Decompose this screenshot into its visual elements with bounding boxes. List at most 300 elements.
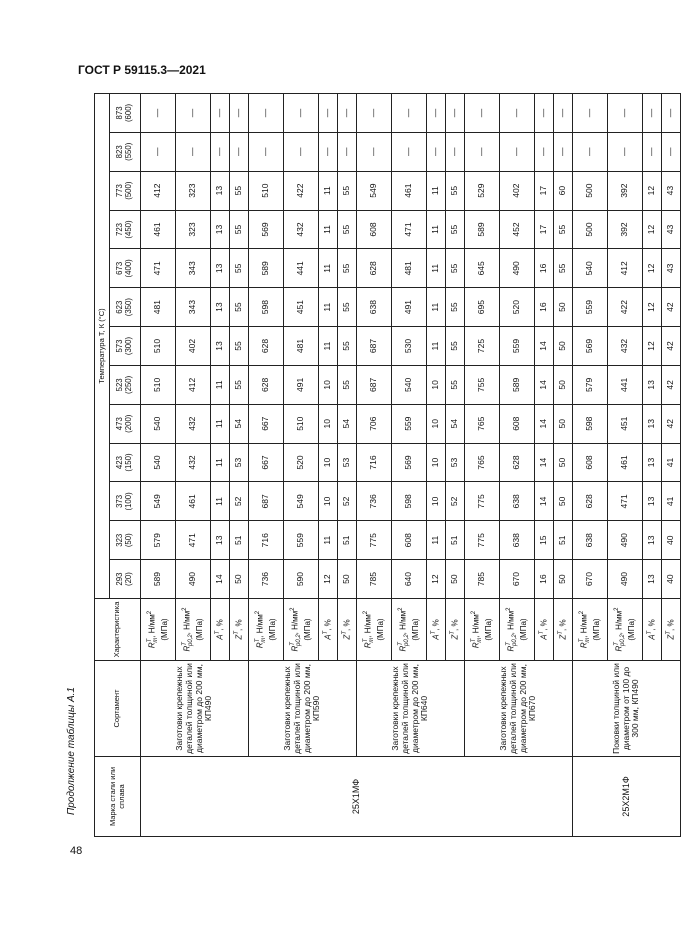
unit: , Н/мм	[471, 614, 481, 638]
value-cell: 17	[535, 210, 554, 249]
value-cell: 628	[573, 482, 608, 521]
characteristic-rp	[284, 599, 319, 661]
value-cell: 323	[176, 210, 211, 249]
value-cell: 343	[176, 249, 211, 288]
temperature-kelvin: 473	[115, 417, 125, 431]
value-cell: 14	[535, 327, 554, 366]
steel-grade-cell: 25Х1МФ	[141, 757, 573, 837]
value-cell: —	[465, 94, 500, 133]
value-cell: 55	[338, 210, 357, 249]
value-cell: —	[427, 132, 446, 171]
temperature-celsius: (500)	[124, 181, 133, 200]
value-cell: 51	[230, 521, 249, 560]
value-cell: 13	[211, 288, 230, 327]
assortment-cell: Заготовки крепежных деталей толщиной или диаметром до 200 мм, КП640	[357, 661, 465, 757]
value-cell: 491	[284, 365, 319, 404]
temperature-header	[110, 443, 141, 482]
value-cell: 13	[643, 443, 662, 482]
value-cell: 628	[357, 249, 392, 288]
value-cell: 402	[500, 171, 535, 210]
value-cell: 10	[427, 443, 446, 482]
value-cell: 13	[211, 249, 230, 288]
table-row	[249, 94, 284, 837]
temperature-header	[110, 132, 141, 171]
unit: , Н/мм	[290, 610, 300, 635]
symbol: R	[506, 645, 516, 652]
subscript: m	[153, 637, 160, 643]
unit-superscript: 2	[578, 610, 585, 615]
value-cell: —	[608, 132, 643, 171]
value-cell: 16	[535, 560, 554, 599]
value-cell: 422	[284, 171, 319, 210]
value-cell: 540	[573, 249, 608, 288]
value-cell: 50	[338, 560, 357, 599]
value-cell: —	[535, 132, 554, 171]
value-cell: 481	[141, 288, 176, 327]
value-cell: 43	[662, 249, 681, 288]
data-table-rotated	[94, 93, 676, 837]
value-cell: 667	[249, 404, 284, 443]
temperature-header	[110, 521, 141, 560]
value-cell: 11	[319, 249, 338, 288]
value-cell: 15	[535, 521, 554, 560]
unit: , Н/мм	[363, 614, 373, 638]
column-header-assortment: Сортамент	[95, 661, 141, 757]
unit: , %	[558, 619, 568, 631]
temperature-kelvin: 723	[115, 222, 125, 236]
value-cell: 432	[284, 210, 319, 249]
value-cell: —	[176, 94, 211, 133]
value-cell: —	[357, 132, 392, 171]
unit-mpa: (МПа)	[267, 618, 277, 641]
superscript: T	[254, 638, 261, 643]
value-cell: 667	[249, 443, 284, 482]
value-cell: 687	[357, 365, 392, 404]
value-cell: 716	[249, 521, 284, 560]
value-cell: 392	[608, 210, 643, 249]
temperature-kelvin: 523	[115, 378, 125, 392]
unit: , %	[431, 619, 441, 631]
standard-code: ГОСТ Р 59115.3—2021	[78, 63, 206, 77]
value-cell: —	[357, 94, 392, 133]
value-cell: 402	[176, 327, 211, 366]
unit-mpa: (МПа)	[591, 618, 601, 641]
value-cell: —	[465, 132, 500, 171]
unit: , Н/мм	[147, 614, 157, 638]
temperature-celsius: (550)	[124, 142, 133, 161]
symbol: R	[363, 642, 373, 649]
value-cell: 579	[141, 521, 176, 560]
value-cell: 50	[554, 482, 573, 521]
symbol: R	[147, 642, 157, 649]
value-cell: 50	[554, 327, 573, 366]
value-cell: 11	[319, 171, 338, 210]
characteristic-rm	[141, 599, 176, 661]
characteristic-z	[554, 599, 573, 661]
unit: , Н/мм	[506, 610, 516, 635]
value-cell: 12	[643, 210, 662, 249]
value-cell: 51	[338, 521, 357, 560]
value-cell: 13	[643, 482, 662, 521]
value-cell: 785	[465, 560, 500, 599]
unit: , Н/мм	[614, 610, 624, 635]
subscript: m	[369, 637, 376, 643]
value-cell: —	[554, 94, 573, 133]
characteristic-z	[230, 599, 249, 661]
value-cell: 628	[249, 327, 284, 366]
value-cell: 50	[230, 560, 249, 599]
value-cell: 755	[465, 365, 500, 404]
value-cell: 13	[211, 521, 230, 560]
table-row	[357, 94, 392, 837]
value-cell: —	[338, 132, 357, 171]
temperature-header	[110, 560, 141, 599]
value-cell: 412	[141, 171, 176, 210]
unit: , %	[323, 619, 333, 631]
value-cell: 785	[357, 560, 392, 599]
value-cell: 608	[500, 404, 535, 443]
value-cell: 55	[446, 365, 465, 404]
value-cell: 13	[211, 210, 230, 249]
value-cell: 471	[608, 482, 643, 521]
superscript: T	[323, 630, 330, 635]
value-cell: 42	[662, 404, 681, 443]
value-cell: 569	[249, 210, 284, 249]
value-cell: 549	[284, 482, 319, 521]
value-cell: —	[662, 132, 681, 171]
value-cell: 687	[249, 482, 284, 521]
value-cell: 55	[230, 327, 249, 366]
value-cell: 52	[446, 482, 465, 521]
value-cell: 441	[608, 365, 643, 404]
value-cell: 55	[338, 171, 357, 210]
value-cell: 13	[643, 365, 662, 404]
value-cell: 452	[500, 210, 535, 249]
value-cell: 529	[465, 171, 500, 210]
value-cell: 16	[535, 288, 554, 327]
value-cell: 569	[392, 443, 427, 482]
value-cell: 481	[392, 249, 427, 288]
characteristic-a	[535, 599, 554, 661]
value-cell: 13	[643, 521, 662, 560]
value-cell: 645	[465, 249, 500, 288]
value-cell: 55	[230, 210, 249, 249]
superscript: T	[613, 642, 620, 646]
value-cell: —	[392, 132, 427, 171]
value-cell: 608	[357, 210, 392, 249]
symbol: R	[182, 645, 192, 652]
value-cell: 51	[554, 521, 573, 560]
unit-superscript: 2	[254, 610, 261, 615]
value-cell: 12	[643, 327, 662, 366]
value-cell: —	[284, 132, 319, 171]
value-cell: 12	[643, 249, 662, 288]
unit: , Н/мм	[579, 614, 589, 638]
temperature-kelvin: 773	[115, 184, 125, 198]
value-cell: 54	[230, 404, 249, 443]
value-cell: 53	[446, 443, 465, 482]
unit-mpa: (МПа)	[159, 618, 169, 641]
temperature-celsius: (400)	[124, 259, 133, 278]
value-cell: 716	[357, 443, 392, 482]
value-cell: 10	[427, 404, 446, 443]
value-cell: 695	[465, 288, 500, 327]
value-cell: —	[392, 94, 427, 133]
characteristic-a	[643, 599, 662, 661]
value-cell: —	[500, 94, 535, 133]
temperature-kelvin: 423	[115, 456, 125, 470]
column-header-temperature: Температура T, К (°С)	[95, 94, 110, 599]
superscript: T	[666, 631, 673, 635]
unit-superscript: 2	[181, 607, 188, 611]
value-cell: 11	[427, 327, 446, 366]
value-cell: 549	[357, 171, 392, 210]
value-cell: 579	[573, 365, 608, 404]
characteristic-rp	[500, 599, 535, 661]
value-cell: —	[573, 94, 608, 133]
value-cell: 598	[392, 482, 427, 521]
symbol: A	[323, 634, 333, 640]
temperature-kelvin: 293	[115, 572, 125, 586]
value-cell: 54	[446, 404, 465, 443]
characteristic-z	[662, 599, 681, 661]
value-cell: 490	[608, 560, 643, 599]
value-cell: —	[662, 94, 681, 133]
value-cell: 559	[392, 404, 427, 443]
value-cell: 13	[643, 404, 662, 443]
unit: , %	[450, 619, 460, 631]
value-cell: 50	[554, 365, 573, 404]
characteristic-rm	[249, 599, 284, 661]
value-cell: 10	[319, 443, 338, 482]
symbol: Z	[234, 634, 244, 640]
value-cell: —	[573, 132, 608, 171]
value-cell: —	[141, 94, 176, 133]
value-cell: 11	[427, 288, 446, 327]
value-cell: 432	[608, 327, 643, 366]
value-cell: 490	[500, 249, 535, 288]
value-cell: 471	[141, 249, 176, 288]
value-cell: 53	[230, 443, 249, 482]
value-cell: 628	[249, 365, 284, 404]
value-cell: 638	[357, 288, 392, 327]
value-cell: 55	[446, 327, 465, 366]
value-cell: 51	[446, 521, 465, 560]
value-cell: 589	[249, 249, 284, 288]
unit: , Н/мм	[182, 610, 192, 635]
value-cell: —	[338, 94, 357, 133]
value-cell: 590	[284, 560, 319, 599]
value-cell: 55	[554, 210, 573, 249]
value-cell: —	[500, 132, 535, 171]
value-cell: 765	[465, 404, 500, 443]
temperature-kelvin: 623	[115, 300, 125, 314]
symbol: Z	[558, 634, 568, 640]
superscript: T	[505, 642, 512, 646]
value-cell: 736	[357, 482, 392, 521]
value-cell: 11	[319, 210, 338, 249]
value-cell: 412	[176, 365, 211, 404]
value-cell: 736	[249, 560, 284, 599]
value-cell: 559	[573, 288, 608, 327]
unit-superscript: 2	[470, 610, 477, 615]
assortment-cell: Заготовки крепежных деталей толщиной или диаметром до 200 мм, КП670	[465, 661, 573, 757]
value-cell: 50	[554, 288, 573, 327]
value-cell: 451	[284, 288, 319, 327]
value-cell: 14	[535, 404, 554, 443]
column-header-characteristic: Характеристика	[95, 599, 141, 661]
subscript: p0,2	[188, 634, 195, 647]
steel-grade-cell: 25Х2М1Ф	[573, 757, 681, 837]
value-cell: 55	[446, 249, 465, 288]
subscript: m	[585, 637, 592, 643]
value-cell: —	[446, 132, 465, 171]
value-cell: —	[643, 94, 662, 133]
temperature-header	[110, 365, 141, 404]
symbol: A	[215, 634, 225, 640]
temperature-header	[110, 482, 141, 521]
value-cell: 598	[573, 404, 608, 443]
temperature-celsius: (350)	[124, 298, 133, 317]
unit-mpa: (МПа)	[626, 618, 636, 641]
value-cell: 510	[141, 365, 176, 404]
unit: , %	[539, 619, 549, 631]
temperature-header	[110, 327, 141, 366]
value-cell: 10	[427, 482, 446, 521]
value-cell: 11	[427, 249, 446, 288]
characteristic-z	[446, 599, 465, 661]
unit-superscript: 2	[362, 610, 369, 615]
unit-superscript: 2	[397, 607, 404, 611]
characteristic-rp	[608, 599, 643, 661]
value-cell: 638	[573, 521, 608, 560]
symbol: R	[398, 645, 408, 652]
value-cell: 13	[211, 327, 230, 366]
value-cell: 441	[284, 249, 319, 288]
value-cell: 14	[535, 443, 554, 482]
superscript: T	[289, 642, 296, 646]
value-cell: —	[211, 94, 230, 133]
value-cell: 520	[500, 288, 535, 327]
value-cell: 12	[319, 560, 338, 599]
data-table	[94, 93, 681, 837]
value-cell: 42	[662, 365, 681, 404]
unit-mpa: (МПа)	[410, 618, 420, 641]
symbol: R	[614, 645, 624, 652]
value-cell: 569	[573, 327, 608, 366]
characteristic-a	[319, 599, 338, 661]
characteristic-rp	[392, 599, 427, 661]
unit: , Н/мм	[398, 610, 408, 635]
value-cell: 640	[392, 560, 427, 599]
value-cell: 11	[427, 210, 446, 249]
value-cell: 598	[249, 288, 284, 327]
value-cell: 510	[284, 404, 319, 443]
value-cell: 500	[573, 171, 608, 210]
value-cell: —	[319, 94, 338, 133]
value-cell: 549	[141, 482, 176, 521]
value-cell: —	[211, 132, 230, 171]
superscript: T	[647, 630, 654, 635]
value-cell: 11	[211, 482, 230, 521]
value-cell: 11	[427, 521, 446, 560]
temperature-celsius: (50)	[124, 533, 133, 548]
value-cell: —	[249, 94, 284, 133]
table-row	[573, 94, 608, 837]
value-cell: 14	[535, 482, 554, 521]
value-cell: 471	[392, 210, 427, 249]
superscript: T	[470, 638, 477, 643]
value-cell: 412	[608, 249, 643, 288]
value-cell: 41	[662, 482, 681, 521]
subscript: m	[261, 637, 268, 643]
value-cell: 12	[643, 171, 662, 210]
value-cell: 14	[211, 560, 230, 599]
temperature-header	[110, 288, 141, 327]
table-row	[465, 94, 500, 837]
assortment-cell: Поковки толщиной или диаметром от 100 до 300 мм, КП490	[573, 661, 681, 757]
superscript: T	[181, 642, 188, 646]
value-cell: 461	[176, 482, 211, 521]
value-cell: —	[643, 132, 662, 171]
value-cell: 510	[141, 327, 176, 366]
value-cell: 12	[643, 288, 662, 327]
column-header-grade: Марка стали или сплава	[95, 757, 141, 837]
characteristic-rm	[357, 599, 392, 661]
value-cell: 55	[230, 171, 249, 210]
superscript: T	[215, 630, 222, 635]
superscript: T	[558, 631, 565, 635]
characteristic-a	[427, 599, 446, 661]
value-cell: 628	[500, 443, 535, 482]
value-cell: 55	[446, 288, 465, 327]
superscript: T	[362, 638, 369, 643]
value-cell: 323	[176, 171, 211, 210]
symbol: A	[647, 634, 657, 640]
value-cell: 52	[230, 482, 249, 521]
value-cell: 490	[608, 521, 643, 560]
unit-mpa: (МПа)	[302, 618, 312, 641]
subscript: p0,2	[404, 634, 411, 647]
unit: , Н/мм	[255, 614, 265, 638]
value-cell: 10	[319, 482, 338, 521]
symbol: R	[290, 645, 300, 652]
value-cell: 765	[465, 443, 500, 482]
unit-superscript: 2	[613, 607, 620, 611]
value-cell: 343	[176, 288, 211, 327]
temperature-celsius: (450)	[124, 220, 133, 239]
value-cell: 50	[446, 560, 465, 599]
table-row	[141, 94, 176, 837]
value-cell: 11	[427, 171, 446, 210]
value-cell: 11	[211, 443, 230, 482]
temperature-kelvin: 573	[115, 339, 125, 353]
symbol: A	[431, 634, 441, 640]
temperature-kelvin: 373	[115, 494, 125, 508]
value-cell: 13	[643, 560, 662, 599]
temperature-header	[110, 210, 141, 249]
value-cell: 50	[554, 560, 573, 599]
value-cell: 55	[338, 327, 357, 366]
value-cell: 589	[500, 365, 535, 404]
value-cell: 670	[500, 560, 535, 599]
temperature-celsius: (200)	[124, 414, 133, 433]
value-cell: 40	[662, 560, 681, 599]
value-cell: 451	[608, 404, 643, 443]
superscript: T	[578, 638, 585, 643]
superscript: T	[397, 642, 404, 646]
temperature-header	[110, 94, 141, 133]
